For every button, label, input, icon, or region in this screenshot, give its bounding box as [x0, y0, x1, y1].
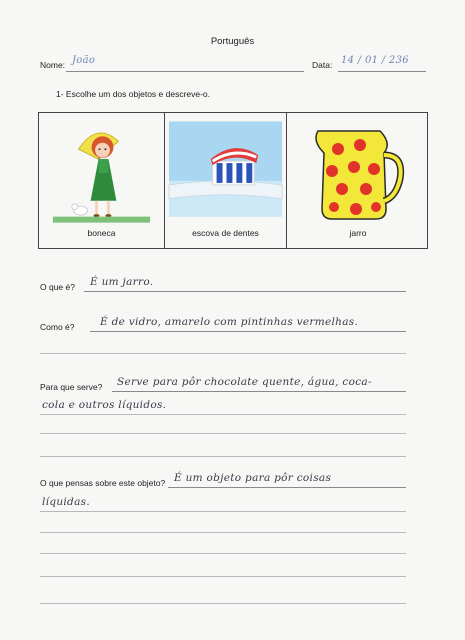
answer-rule: [40, 456, 406, 457]
answer-rule: [40, 532, 406, 533]
answer-rule: [90, 331, 406, 332]
answer-rule: [40, 511, 406, 512]
question-what-for: Para que serve?: [40, 382, 103, 392]
name-label: Nome:: [40, 60, 66, 70]
answer-rule: [40, 353, 406, 354]
toothbrush-image: [165, 119, 286, 227]
name-line: [66, 71, 304, 72]
date-line: [338, 71, 426, 72]
instruction: 1- Escolhe um dos objetos e descreve-o.: [56, 89, 211, 99]
answer-rule: [40, 576, 406, 577]
answer-rule: [40, 603, 406, 604]
answer-line: cola e outros líquidos.: [42, 399, 167, 411]
object-cell-doll: [39, 113, 165, 248]
answer-rule: [168, 487, 406, 488]
answer-rule: [40, 553, 406, 554]
object-cell-jug: [287, 113, 429, 248]
answer-rule: [40, 433, 406, 434]
question-how-is-it: Como é?: [40, 322, 75, 332]
answer-rule: [112, 391, 406, 392]
jug-image: [287, 119, 429, 227]
doll-image: [39, 119, 164, 227]
question-opinion: O que pensas sobre este objeto?: [40, 478, 166, 488]
object-label: jarro: [349, 228, 367, 238]
object-label: boneca: [87, 228, 116, 238]
answer-line: É de vidro, amarelo com pintinhas vermelhas.: [100, 316, 359, 328]
answer-line: líquidas.: [42, 496, 90, 508]
object-cell-toothbrush: [165, 113, 287, 248]
subject-title: Português: [210, 36, 255, 47]
question-what-is-it: O que é?: [40, 282, 75, 292]
answer-line: É um objeto para pôr coisas: [174, 472, 332, 484]
date-value: 14 / 01 / 236: [341, 55, 409, 66]
name-value: João: [72, 55, 96, 66]
object-label: escova de dentes: [192, 228, 259, 238]
objects-table: [38, 112, 428, 249]
answer-rule: [40, 414, 406, 415]
answer-rule: [84, 291, 406, 292]
answer-line: É um jarro.: [90, 276, 154, 288]
answer-line: Serve para pôr chocolate quente, água, coca-: [117, 376, 372, 388]
date-label: Data:: [312, 60, 333, 70]
